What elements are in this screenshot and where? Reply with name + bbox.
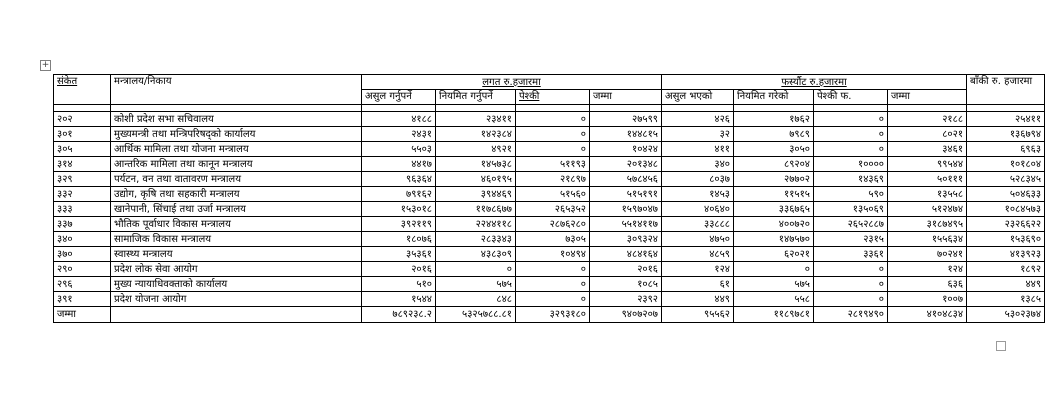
row-cost-recover: १८०७६ xyxy=(362,232,436,247)
row-cost-recover: ५५०३ xyxy=(362,142,436,157)
row-cost-regularize: ३९४४६९ xyxy=(436,187,516,202)
row-balance: १३८५ xyxy=(967,292,1045,307)
row-code: २९० xyxy=(54,262,111,277)
row-cost-total: २०१६ xyxy=(590,262,662,277)
row-cost-regularize: १४२३८४ xyxy=(436,127,516,142)
total-cost-advance: ३२९३१८० xyxy=(516,307,590,323)
row-cost-recover: ९६३६४ xyxy=(362,172,436,187)
ministry-name-text: उद्योग, कृषि तथा सहकारी मन्त्रालय xyxy=(114,188,240,200)
row-cost-total: १४४८१५ xyxy=(590,127,662,142)
header-settlement-group: फर्स्यौट रु.हजारमा xyxy=(662,75,967,90)
row-set-total: ५०१११ xyxy=(888,172,967,187)
row-set-regularized: ३३६७६५ xyxy=(734,202,814,217)
row-cost-total: ५७८४५६ xyxy=(590,172,662,187)
row-ministry-name xyxy=(111,112,362,127)
row-cost-regularize: ४९२१ xyxy=(436,142,516,157)
row-cost-regularize: ५७५ xyxy=(436,277,516,292)
row-balance: ५२८३४५ xyxy=(967,172,1045,187)
row-cost-regularize: ० xyxy=(436,262,516,277)
table-row xyxy=(54,187,1045,202)
row-cost-advance: ० xyxy=(516,262,590,277)
row-ministry-name xyxy=(111,292,362,307)
table-resize-handle[interactable] xyxy=(996,341,1006,351)
row-balance: २३२६६२२ xyxy=(967,217,1045,232)
row-set-advance: २३१५ xyxy=(814,232,888,247)
row-balance: ६९६३ xyxy=(967,142,1045,157)
row-ministry-name xyxy=(111,232,362,247)
total-label: जम्मा xyxy=(54,307,111,323)
total-cost-total: ९४०७२०७ xyxy=(590,307,662,323)
ministry-name-text: सामाजिक विकास मन्त्रालय xyxy=(114,233,212,245)
row-set-regularized: ११५१५ xyxy=(734,187,814,202)
row-cost-advance: ० xyxy=(516,142,590,157)
row-set-regularized: ६२०२१ xyxy=(734,247,814,262)
row-cost-regularize: १४५७३८ xyxy=(436,157,516,172)
row-set-regularized: १७६२ xyxy=(734,112,814,127)
table-row xyxy=(54,127,1045,142)
row-cost-regularize: ४६०१९५ xyxy=(436,172,516,187)
table-row xyxy=(54,172,1045,187)
row-cost-regularize: ८४८ xyxy=(436,292,516,307)
ministry-name-text: मुख्यमन्त्री तथा मन्त्रिपरिषद्को कार्यालय xyxy=(114,128,256,140)
row-balance: १०८४५७३ xyxy=(967,202,1045,217)
row-cost-recover: ७९१६२ xyxy=(362,187,436,202)
header-set-total: जम्मा xyxy=(888,90,967,105)
row-code: ३३३ xyxy=(54,202,111,217)
header-ministry: मन्त्रालय/निकाय xyxy=(111,75,362,105)
row-ministry-name xyxy=(111,127,362,142)
audit-arrears-table xyxy=(53,74,1045,323)
row-cost-regularize: ११७८६७७ xyxy=(436,202,516,217)
row-ministry-name xyxy=(111,187,362,202)
row-set-total: २१८८ xyxy=(888,112,967,127)
row-cost-advance: ० xyxy=(516,127,590,142)
row-set-recovered: ३४० xyxy=(662,157,734,172)
total-cost-regularize: ५३२५७८८.८१ xyxy=(436,307,516,323)
row-set-recovered: ४२६ xyxy=(662,112,734,127)
row-ministry-name xyxy=(111,172,362,187)
row-cost-recover: १५३०१८ xyxy=(362,202,436,217)
row-set-recovered: ६१ xyxy=(662,277,734,292)
row-balance: १३६७९४ xyxy=(967,127,1045,142)
row-balance: २५४११ xyxy=(967,112,1045,127)
row-cost-advance: ० xyxy=(516,277,590,292)
row-cost-total: २०१३४८ xyxy=(590,157,662,172)
row-cost-advance: २६५३५२ xyxy=(516,202,590,217)
row-set-advance: १३५०६९ xyxy=(814,202,888,217)
row-set-regularized: ० xyxy=(734,262,814,277)
row-cost-recover: ३५३६१ xyxy=(362,247,436,262)
total-set-recovered: ९५५६२ xyxy=(662,307,734,323)
row-set-advance: ० xyxy=(814,277,888,292)
row-cost-regularize: ४३८३०९ xyxy=(436,247,516,262)
row-ministry-name xyxy=(111,262,362,277)
row-set-total: १५५६३४ xyxy=(888,232,967,247)
total-row xyxy=(54,307,1045,323)
row-set-total: ८०२१ xyxy=(888,127,967,142)
table-row xyxy=(54,112,1045,127)
row-set-recovered: ४४९ xyxy=(662,292,734,307)
row-cost-regularize: २२४४११८ xyxy=(436,217,516,232)
row-balance: १८९२ xyxy=(967,262,1045,277)
row-code: ३२९ xyxy=(54,172,111,187)
row-set-total: ७०२४१ xyxy=(888,247,967,262)
row-cost-total: २३९२ xyxy=(590,292,662,307)
row-cost-advance: ० xyxy=(516,112,590,127)
header-cost-recover: असुल गर्नुपर्ने xyxy=(362,90,436,105)
row-set-recovered: ३२ xyxy=(662,127,734,142)
row-set-recovered: १४५३ xyxy=(662,187,734,202)
row-cost-regularize: २८३३४३ xyxy=(436,232,516,247)
ministry-name-text: कोशी प्रदेश सभा सचिवालय xyxy=(114,113,214,125)
table-row xyxy=(54,232,1045,247)
row-set-recovered: ४७५० xyxy=(662,232,734,247)
row-set-regularized: ८९२०४ xyxy=(734,157,814,172)
row-set-advance: ० xyxy=(814,142,888,157)
row-set-advance: १०००० xyxy=(814,157,888,172)
row-code: ३७० xyxy=(54,247,111,262)
row-set-advance: ० xyxy=(814,262,888,277)
row-cost-total: ५१५१९१ xyxy=(590,187,662,202)
header-cost-regularize: नियमित गर्नुपर्ने xyxy=(436,90,516,105)
row-balance: १५३६९० xyxy=(967,232,1045,247)
row-set-advance: २६५२८८७ xyxy=(814,217,888,232)
row-cost-recover: १५४४ xyxy=(362,292,436,307)
row-cost-total: ४८४१६४ xyxy=(590,247,662,262)
table-row xyxy=(54,217,1045,232)
row-set-regularized: ५७५ xyxy=(734,277,814,292)
row-cost-recover: ४४१७ xyxy=(362,157,436,172)
row-set-regularized: १४७५७० xyxy=(734,232,814,247)
ministry-name-text: भौतिक पूर्वाधार विकास मन्त्रालय xyxy=(114,218,231,230)
total-set-total: ४१०४८३४ xyxy=(888,307,967,323)
row-cost-total: ५५१४११७ xyxy=(590,217,662,232)
header-code: संकेत xyxy=(54,75,111,105)
row-set-total: ६३६ xyxy=(888,277,967,292)
row-code: २०२ xyxy=(54,112,111,127)
row-code: २९६ xyxy=(54,277,111,292)
ministry-name-text: आन्तरिक मामिला तथा कानून मन्त्रालय xyxy=(114,158,253,170)
header-remaining: बाँकी रु. हजारमा xyxy=(967,75,1045,105)
row-cost-regularize: २३४११ xyxy=(436,112,516,127)
row-cost-advance: १०४९४ xyxy=(516,247,590,262)
row-ministry-name xyxy=(111,202,362,217)
total-balance: ५३०२३७४ xyxy=(967,307,1045,323)
row-cost-total: १०४२४ xyxy=(590,142,662,157)
header-set-recovered: असुल भएको xyxy=(662,90,734,105)
ministry-name-text: पर्यटन, वन तथा वातावरण मन्त्रालय xyxy=(114,173,241,185)
row-set-regularized: ७९८९ xyxy=(734,127,814,142)
header-cost-group: लगत रु.हजारमा xyxy=(362,75,662,90)
row-ministry-name xyxy=(111,277,362,292)
row-set-recovered: ८०३७ xyxy=(662,172,734,187)
header-cost-advance: पेश्की xyxy=(516,90,590,105)
row-cost-total: २७५९९ xyxy=(590,112,662,127)
row-set-recovered: ४११ xyxy=(662,142,734,157)
total-cost-recover: ७८९२३८.२ xyxy=(362,307,436,323)
row-set-advance: ३३६१ xyxy=(814,247,888,262)
row-cost-recover: ३९२११९ xyxy=(362,217,436,232)
row-cost-advance: ५११९३ xyxy=(516,157,590,172)
total-set-advance: २८१९४९० xyxy=(814,307,888,323)
row-set-advance: ५९० xyxy=(814,187,888,202)
row-set-recovered: ४८५९ xyxy=(662,247,734,262)
row-set-advance: ० xyxy=(814,127,888,142)
table-move-handle[interactable]: + xyxy=(41,60,50,70)
row-cost-advance: २८७६२८० xyxy=(516,217,590,232)
row-code: ३९१ xyxy=(54,292,111,307)
header-set-regularized: नियमित गरेको xyxy=(734,90,814,105)
row-cost-recover: २०१६ xyxy=(362,262,436,277)
row-set-total: ३४६१ xyxy=(888,142,967,157)
row-balance: ४४९ xyxy=(967,277,1045,292)
table-row xyxy=(54,157,1045,172)
row-set-regularized: २७७०२ xyxy=(734,172,814,187)
row-set-advance: ० xyxy=(814,292,888,307)
row-balance: १०१८०४ xyxy=(967,157,1045,172)
row-cost-advance: ७३०५ xyxy=(516,232,590,247)
row-ministry-name xyxy=(111,157,362,172)
row-code: ३१४ xyxy=(54,157,111,172)
ministry-name-text: खानेपानी, सिंचाई तथा उर्जा मन्त्रालय xyxy=(114,203,246,215)
row-set-total: १००७ xyxy=(888,292,967,307)
row-cost-advance: २१८९७ xyxy=(516,172,590,187)
row-set-regularized: ४००७२० xyxy=(734,217,814,232)
row-set-total: १३५५८ xyxy=(888,187,967,202)
row-set-recovered: १२४ xyxy=(662,262,734,277)
row-cost-recover: ५१० xyxy=(362,277,436,292)
row-ministry-name xyxy=(111,247,362,262)
ministry-name-text: आर्थिक मामिला तथा योजना मन्त्रालय xyxy=(114,143,249,155)
header-cost-total: जम्मा xyxy=(590,90,662,105)
row-code: ३०१ xyxy=(54,127,111,142)
table-row xyxy=(54,262,1045,277)
total-set-regularized: ११८९७८१ xyxy=(734,307,814,323)
table-row xyxy=(54,292,1045,307)
ministry-name-text: प्रदेश योजना आयोग xyxy=(114,293,187,305)
row-set-regularized: ३०५० xyxy=(734,142,814,157)
ministry-name-text: प्रदेश लोक सेवा आयोग xyxy=(114,263,198,275)
row-cost-total: ३०९३२४ xyxy=(590,232,662,247)
ministry-name-text: मुख्य न्यायाधिवक्ताको कार्यालय xyxy=(114,278,228,290)
table-row xyxy=(54,277,1045,292)
row-balance: ४१३९२३ xyxy=(967,247,1045,262)
row-code: ३४० xyxy=(54,232,111,247)
row-cost-total: १०८५ xyxy=(590,277,662,292)
row-code: ३३२ xyxy=(54,187,111,202)
row-set-regularized: ५५८ xyxy=(734,292,814,307)
total-name-cell xyxy=(111,307,362,323)
row-ministry-name xyxy=(111,217,362,232)
table-row xyxy=(54,202,1045,217)
row-set-advance: १४३६९ xyxy=(814,172,888,187)
row-cost-advance: ० xyxy=(516,292,590,307)
row-cost-recover: ४१८८ xyxy=(362,112,436,127)
row-cost-advance: ५१५६० xyxy=(516,187,590,202)
row-set-total: ९९५४४ xyxy=(888,157,967,172)
row-set-total: ५१२४७४ xyxy=(888,202,967,217)
row-cost-total: १५९७०४७ xyxy=(590,202,662,217)
row-ministry-name xyxy=(111,142,362,157)
row-set-recovered: ३३८८८ xyxy=(662,217,734,232)
row-set-total: १२४ xyxy=(888,262,967,277)
spacer-row xyxy=(54,105,1045,112)
row-set-recovered: ४०६४० xyxy=(662,202,734,217)
row-cost-recover: २४३१ xyxy=(362,127,436,142)
row-balance: ५०४६३३ xyxy=(967,187,1045,202)
table-row xyxy=(54,142,1045,157)
table-row xyxy=(54,247,1045,262)
ministry-name-text: स्वास्थ्य मन्त्रालय xyxy=(114,248,173,260)
row-code: ३३७ xyxy=(54,217,111,232)
row-set-total: ३१८७४९५ xyxy=(888,217,967,232)
row-set-advance: ० xyxy=(814,112,888,127)
row-code: ३०५ xyxy=(54,142,111,157)
header-set-advance: पेश्की फ. xyxy=(814,90,888,105)
